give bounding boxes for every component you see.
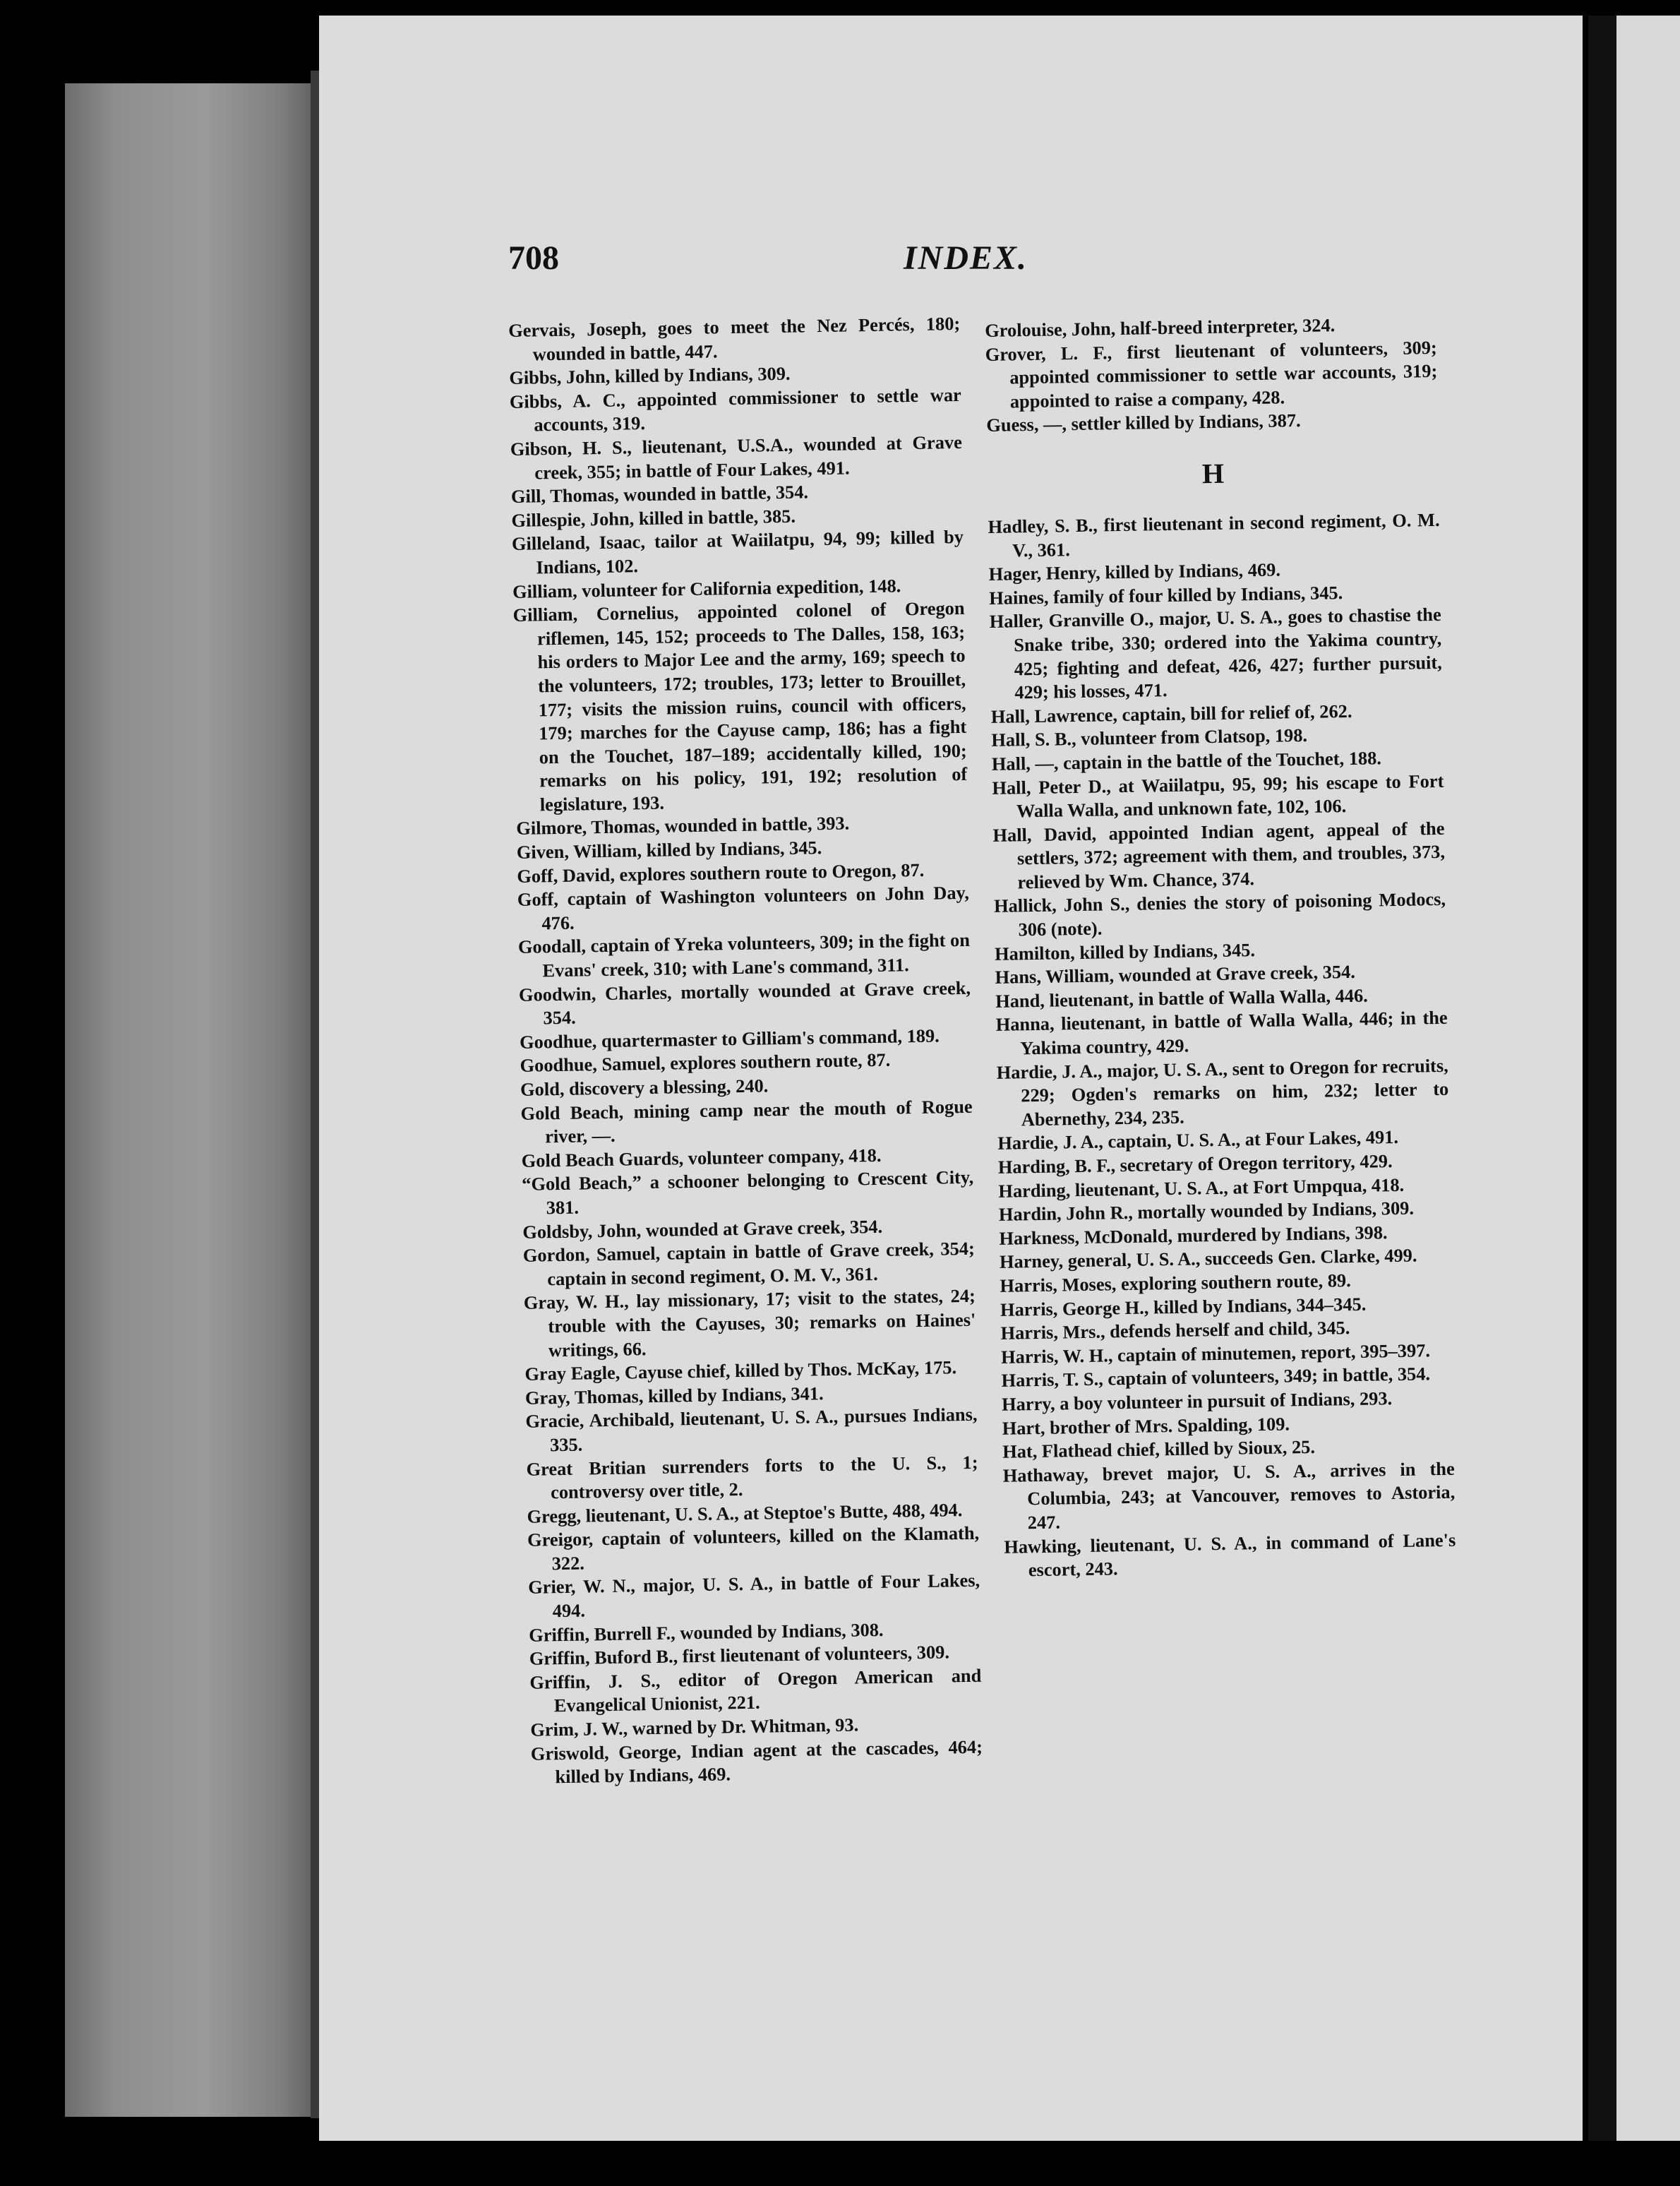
- index-entry: Harris, T. S., captain of volunteers, 349; in battle, 354.: [1001, 1363, 1431, 1392]
- index-entry: Gillespie, John, killed in battle, 385.: [511, 505, 796, 531]
- index-entry: Goodhue, quartermaster to Gilliam's command, 189.: [519, 1025, 940, 1053]
- index-entry: Hallick, John S., denies the story of poisoning Modocs, 306 (note).: [993, 888, 1446, 940]
- index-entry: Grolouise, John, half-breed interpreter, 324.: [985, 314, 1336, 341]
- index-entry: Gibson, H. S., lieutenant, U.S.A., wounded at Grave creek, 355; in battle of Four Lakes, 491.: [510, 431, 963, 483]
- facing-page-edge: [1616, 16, 1680, 2141]
- index-entry: Hans, William, wounded at Grave creek, 354.: [995, 961, 1356, 989]
- index-entry: Guess, —, settler killed by Indians, 387.: [986, 410, 1301, 436]
- index-column-left: [508, 312, 983, 1790]
- index-entry: Gray, W. H., lay missionary, 17; visit to the states, 24; trouble with the Cayuses, 30; remarks on Haines' writings, 66.: [523, 1285, 976, 1361]
- index-entry: Gilliam, volunteer for California expedition, 148.: [512, 574, 901, 602]
- index-entry: Hardie, J. A., major, U. S. A., sent to Oregon for recruits, 229; Ogden's remarks on him, 232; letter to Abernethy, 234, 235.: [996, 1054, 1449, 1130]
- index-entry: Gold Beach Guards, volunteer company, 418.: [521, 1144, 882, 1171]
- index-entry: Harris, W. H., captain of minutemen, report, 395–397.: [1000, 1339, 1431, 1368]
- index-entry: Hall, Lawrence, captain, bill for relief of, 262.: [990, 700, 1352, 727]
- index-entry: Gregg, lieutenant, U. S. A., at Steptoe's Butte, 488, 494.: [527, 1498, 963, 1527]
- index-entry: Haller, Granville O., major, U. S. A., goes to chastise the Snake tribe, 330; ordered into the Yakima country, 425; fighting and defeat, 426, 427; further pursuit, 429; his losses, 471.: [989, 604, 1442, 703]
- index-entry: Given, William, killed by Indians, 345.: [516, 837, 822, 863]
- book-spine: [65, 83, 319, 2117]
- page-number: 708: [508, 239, 559, 277]
- index-entry: Goff, David, explores southern route to Oregon, 87.: [517, 859, 925, 887]
- index-entry: Harry, a boy volunteer in pursuit of Indians, 293.: [1001, 1387, 1393, 1415]
- index-entry: Griffin, Burrell F., wounded by Indians, 308.: [529, 1618, 884, 1646]
- index-entry: Gray Eagle, Cayuse chief, killed by Thos. McKay, 175.: [524, 1356, 957, 1385]
- index-entry: Hand, lieutenant, in battle of Walla Walla, 446.: [995, 984, 1368, 1012]
- index-entry: Goldsby, John, wounded at Grave creek, 354.: [522, 1215, 883, 1243]
- index-entry: Gray, Thomas, killed by Indians, 341.: [524, 1382, 824, 1409]
- index-entry: Gibbs, John, killed by Indians, 309.: [509, 362, 791, 389]
- index-entry: Gold, discovery a blessing, 240.: [520, 1075, 769, 1100]
- index-entry: Gold Beach, mining camp near the mouth of Rogue river, —.: [520, 1095, 973, 1147]
- index-entry: Haines, family of four killed by Indians, 345.: [988, 581, 1343, 609]
- index-entry: Harkness, McDonald, murdered by Indians, 398.: [999, 1221, 1388, 1249]
- index-entry: Goodhue, Samuel, explores southern route, 87.: [520, 1049, 891, 1077]
- page-header: [508, 239, 1391, 281]
- index-entry: Gibbs, A. C., appointed commissioner to settle war accounts, 319.: [509, 383, 961, 436]
- index-entry: Harris, Moses, exploring southern route, 89.: [1000, 1269, 1351, 1296]
- index-entry: Gilliam, Cornelius, appointed colonel of Oregon riflemen, 145, 152; proceeds to The Dalles, 158, 163; his orders to Major Lee and the army, 169; speech to the volunteers, 172; troubles, 173; letter to Brouillet, 177; visits the mission ruins, council with officers, 179; marches for the Cayuse camp, 186; has a fight on the Touchet, 187–189; accidentally killed, 190; remarks on his policy, 191, 192; resolution of legislature, 193.: [512, 597, 968, 816]
- page-gutter: [1588, 16, 1616, 2141]
- index-entry: Hardie, J. A., captain, U. S. A., at Four Lakes, 491.: [997, 1126, 1399, 1154]
- index-entry: Grim, J. W., warned by Dr. Whitman, 93.: [530, 1714, 859, 1740]
- index-entry: Harris, Mrs., defends herself and child, 345.: [1000, 1317, 1350, 1344]
- index-entry: Griffin, Buford B., first lieutenant of volunteers, 309.: [529, 1641, 950, 1670]
- index-entry: Great Britian surrenders forts to the U. S., 1; controversy over title, 2.: [526, 1451, 978, 1503]
- index-entry: Greigor, captain of volunteers, killed on the Klamath, 322.: [527, 1522, 980, 1575]
- index-entry: Hall, Peter D., at Waiilatpu, 95, 99; his escape to Fort Walla Walla, and unknown fate, 102, 106.: [992, 770, 1444, 822]
- index-entry: Hat, Flathead chief, killed by Sioux, 25.: [1002, 1435, 1316, 1462]
- index-entry: Hadley, S. B., first lieutenant in second regiment, O. M. V., 361.: [988, 508, 1440, 561]
- index-entry: Griswold, George, Indian agent at the cascades, 464; killed by Indians, 469.: [530, 1736, 983, 1788]
- index-entry: Hall, David, appointed Indian agent, appeal of the settlers, 372; agreement with them, and troubles, 373, relieved by Wm. Chance, 374.: [992, 817, 1446, 893]
- index-entry: Hawking, lieutenant, U. S. A., in command of Lane's escort, 243.: [1004, 1529, 1456, 1581]
- index-entry: Griffin, J. S., editor of Oregon American and Evangelical Unionist, 221.: [529, 1664, 982, 1716]
- index-entry: Gill, Thomas, wounded in battle, 354.: [510, 481, 809, 508]
- index-entry: Hart, brother of Mrs. Spalding, 109.: [1002, 1412, 1290, 1439]
- index-entry: Gracie, Archibald, lieutenant, U. S. A., pursues Indians, 335.: [525, 1404, 978, 1456]
- index-entry: Goff, captain of Washington volunteers on John Day, 476.: [517, 882, 970, 934]
- index-entry: Goodwin, Charles, mortally wounded at Grave creek, 354.: [518, 976, 971, 1029]
- index-entry: Hall, S. B., volunteer from Clatsop, 198.: [991, 724, 1308, 751]
- index-entry: Gilmore, Thomas, wounded in battle, 393.: [516, 812, 850, 840]
- index-entry: Grover, L. F., first lieutenant of volunteers, 309; appointed commissioner to settle war accounts, 319; appointed to raise a company, 428.: [985, 336, 1438, 412]
- running-head: INDEX.: [904, 239, 1028, 277]
- index-entry: Gordon, Samuel, captain in battle of Grave creek, 354; captain in second regiment, O. M. V., 361.: [522, 1237, 975, 1290]
- index-entry: Grier, W. N., major, U. S. A., in battle of Four Lakes, 494.: [527, 1570, 980, 1622]
- index-entry: Hardin, John R., mortally wounded by Indians, 309.: [998, 1197, 1415, 1226]
- index-entry: “Gold Beach,” a schooner belonging to Crescent City, 381.: [522, 1166, 974, 1219]
- section-letter-heading: H: [1201, 457, 1225, 490]
- index-entry: Hanna, lieutenant, in battle of Walla Walla, 446; in the Yakima country, 429.: [995, 1007, 1448, 1059]
- index-entry: Harris, George H., killed by Indians, 344–345.: [1000, 1293, 1367, 1320]
- index-entry: Harding, B. F., secretary of Oregon territory, 429.: [997, 1150, 1393, 1178]
- index-column-right: [985, 312, 1456, 1583]
- index-entry: Hathaway, brevet major, U. S. A., arrives in the Columbia, 243; at Vancouver, removes to Astoria, 247.: [1002, 1457, 1456, 1534]
- index-entry: Goodall, captain of Yreka volunteers, 309; in the fight on Evans' creek, 310; with Lane's command, 311.: [517, 929, 971, 981]
- index-entry: Hall, —, captain in the battle of the Touchet, 188.: [991, 747, 1382, 775]
- index-entry: Gervais, Joseph, goes to meet the Nez Percés, 180; wounded in battle, 447.: [508, 312, 961, 365]
- index-entry: Hamilton, killed by Indians, 345.: [994, 938, 1256, 964]
- index-entry: Harding, lieutenant, U. S. A., at Fort Umpqua, 418.: [998, 1173, 1405, 1202]
- index-entry: Harney, general, U. S. A., succeeds Gen. Clarke, 499.: [999, 1244, 1417, 1273]
- index-entry: Gilleland, Isaac, tailor at Waiilatpu, 94, 99; killed by Indians, 102.: [511, 526, 964, 578]
- index-entry: Hager, Henry, killed by Indians, 469.: [988, 559, 1281, 585]
